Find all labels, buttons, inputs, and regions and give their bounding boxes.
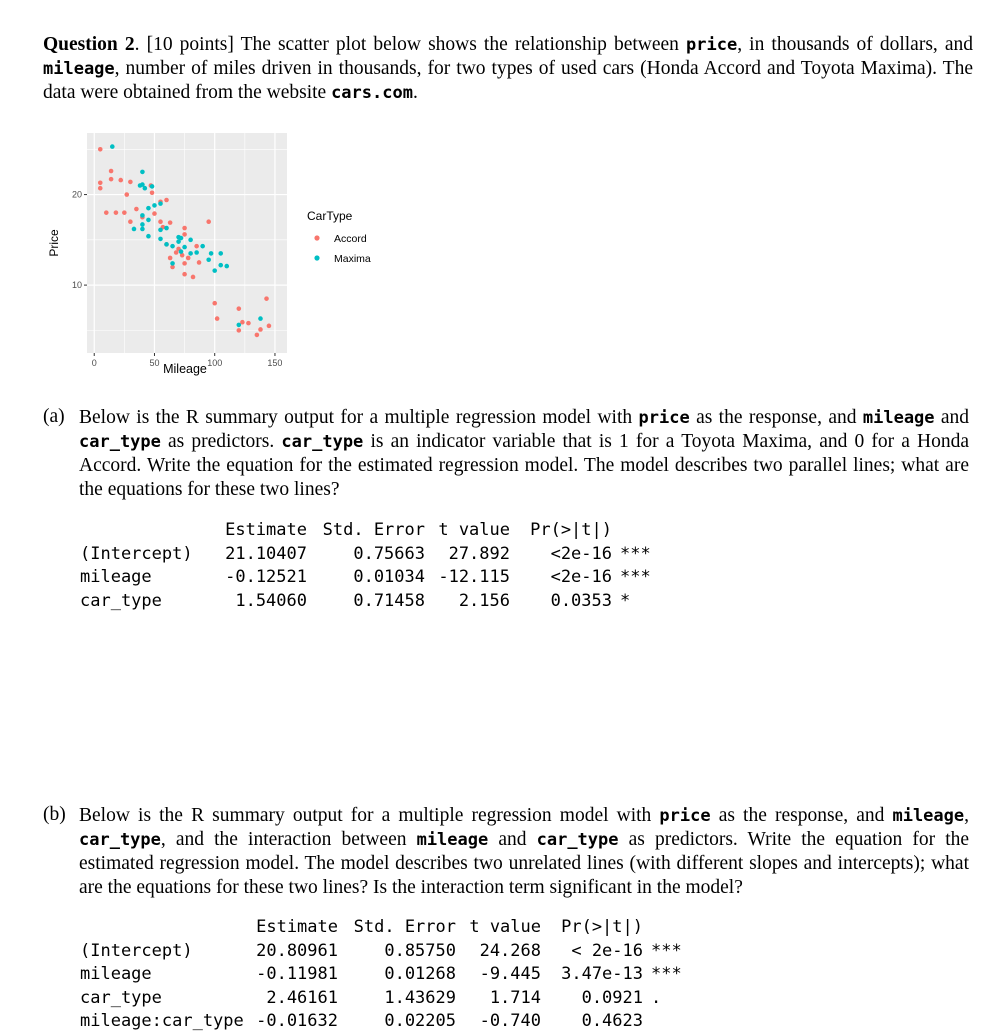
table-cell: 20.80961: [256, 940, 338, 961]
scatter-plot: [40, 125, 400, 380]
table-row: [80, 940, 691, 964]
table-cell: car_type: [80, 987, 162, 1008]
point-maxima: [146, 218, 151, 223]
x-tick-label: 0: [91, 358, 97, 368]
point-maxima: [179, 236, 184, 241]
table-cell: (Intercept): [80, 543, 193, 564]
intro-text-2: , in thousands of dollars, and: [737, 34, 974, 55]
plot-panel: [87, 133, 287, 353]
legend-maxima-marker: [314, 255, 319, 260]
table-cell: 0.85750: [384, 940, 456, 961]
table-row: [80, 566, 660, 590]
column-header: Estimate: [225, 520, 307, 540]
table-cell: < 2e-16: [571, 940, 643, 961]
point-accord: [194, 244, 199, 249]
point-accord: [182, 261, 187, 266]
table-cell: 0.01268: [384, 964, 456, 984]
point-accord: [246, 321, 251, 326]
point-maxima: [200, 244, 205, 249]
question-intro: Question 2. [10 points] The scatter plot below shows the relationship between price, in thousands of dollars, and mileage, number of miles driven in thousands, for two types of used cars (Honda Accord and Toyota Maxima). The data were obtained from the website cars.com.: [43, 34, 974, 103]
table-cell: -9.445: [479, 964, 541, 984]
regression-table-a: [80, 519, 660, 613]
x-tick-label: 50: [149, 358, 160, 368]
point-accord: [182, 232, 187, 237]
var-mileage: mileage: [43, 59, 115, 79]
point-accord: [186, 256, 191, 261]
point-accord: [98, 186, 103, 191]
legend-accord-label: Accord: [334, 233, 367, 245]
point-accord: [98, 180, 103, 185]
point-accord: [124, 192, 129, 197]
table-cell: 0.71458: [353, 590, 425, 611]
part-a-var-car-type: car_type: [79, 432, 161, 452]
point-maxima: [143, 186, 148, 191]
part-a-text: [79, 406, 969, 502]
point-maxima: [188, 251, 193, 256]
x-tick-label: 100: [207, 358, 223, 368]
point-maxima: [194, 250, 199, 255]
table-cell: mileage:car_type: [80, 1011, 244, 1031]
table-cell: 2.46161: [266, 987, 338, 1008]
point-accord: [122, 210, 127, 215]
part-b-var-car-type: car_type: [79, 830, 161, 850]
table-cell: ***: [620, 567, 651, 587]
column-header: Std. Error: [322, 520, 425, 540]
point-accord: [128, 219, 133, 224]
point-accord: [98, 147, 103, 152]
column-header: Pr(>|t|): [530, 520, 612, 540]
point-maxima: [237, 323, 242, 328]
part-a-var-car-type-2: car_type: [281, 432, 364, 452]
point-maxima: [146, 234, 151, 239]
part-a-label: (a): [43, 406, 65, 427]
x-axis-label: Mileage: [163, 362, 207, 376]
point-maxima: [218, 251, 223, 256]
point-maxima: [158, 228, 163, 233]
part-b-var-car-type-2: car_type: [536, 830, 619, 850]
point-accord: [237, 328, 242, 333]
point-accord: [212, 301, 217, 306]
table-row: [80, 963, 691, 987]
point-accord: [109, 169, 114, 174]
point-maxima: [140, 222, 145, 227]
part-b-label: (b): [43, 804, 66, 825]
point-maxima: [152, 203, 157, 208]
part-a-text-1: Below is the R summary output for a multiple regression model with: [79, 407, 633, 428]
table-cell: 0.0353: [550, 590, 612, 611]
table-cell: <2e-16: [550, 543, 612, 564]
part-b-text: [79, 804, 969, 900]
point-accord: [206, 219, 211, 224]
point-maxima: [150, 184, 155, 189]
table-cell: ***: [620, 543, 651, 564]
column-header: [643, 916, 691, 940]
point-maxima: [158, 237, 163, 242]
x-tick-label: 150: [267, 358, 283, 368]
legend-maxima-label: Maxima: [334, 253, 371, 265]
point-accord: [118, 178, 123, 183]
point-accord: [158, 219, 163, 224]
table-cell: <2e-16: [550, 567, 612, 587]
table-cell: 27.892: [448, 543, 510, 564]
point-maxima: [170, 261, 175, 266]
point-accord: [264, 296, 269, 301]
legend: [307, 209, 371, 265]
column-header: Pr(>|t|): [561, 917, 643, 937]
point-accord: [237, 306, 242, 311]
part-b-text-3: ,: [964, 805, 969, 826]
intro-end: .: [412, 82, 418, 103]
intro-text-1: The scatter plot below shows the relationship between: [240, 34, 679, 55]
column-header: t value: [469, 917, 541, 937]
table-cell: 3.47e-13: [561, 964, 643, 984]
point-maxima: [170, 244, 175, 249]
website-name: cars.com: [331, 83, 413, 103]
table-cell: 1.54060: [235, 590, 307, 611]
point-accord: [109, 177, 114, 182]
point-maxima: [206, 257, 211, 262]
point-maxima: [158, 201, 163, 206]
table-cell: mileage: [80, 964, 152, 984]
point-accord: [150, 190, 155, 195]
point-accord: [191, 275, 196, 280]
table-cell: ***: [651, 940, 682, 961]
point-maxima: [140, 170, 145, 175]
y-axis-label: Price: [47, 229, 61, 257]
column-header: Std. Error: [353, 917, 456, 937]
point-accord: [255, 333, 260, 338]
point-accord: [104, 210, 109, 215]
point-accord: [114, 210, 119, 215]
table-cell: 1.43629: [384, 987, 456, 1008]
table-cell: -0.12521: [225, 567, 307, 587]
table-cell: 21.10407: [225, 543, 307, 564]
y-tick-label: 20: [71, 189, 82, 200]
point-maxima: [188, 238, 193, 243]
table-header: [80, 916, 691, 940]
column-header: t value: [438, 520, 510, 540]
part-b-var-mileage: mileage: [892, 806, 965, 826]
question-title: Question 2: [43, 34, 135, 55]
point-accord: [128, 180, 133, 185]
table-row: [80, 590, 660, 614]
point-maxima: [164, 226, 169, 231]
part-b-text-5: and: [498, 829, 527, 850]
column-header: [612, 519, 660, 543]
regression-table-b: [80, 916, 691, 1034]
legend-title: CarType: [307, 209, 353, 223]
point-maxima: [179, 249, 184, 254]
point-maxima: [212, 268, 217, 273]
part-a-var-mileage: mileage: [862, 408, 935, 428]
table-cell: -0.740: [479, 1011, 541, 1031]
part-b-text-2: as the response, and: [718, 805, 885, 826]
point-accord: [168, 220, 173, 225]
part-b-var-price: price: [659, 806, 711, 826]
table-cell: 1.714: [489, 987, 541, 1008]
point-maxima: [132, 227, 137, 232]
table-row: [80, 987, 691, 1011]
point-maxima: [258, 316, 263, 321]
point-maxima: [140, 213, 145, 218]
point-accord: [168, 256, 173, 261]
point-maxima: [110, 144, 115, 149]
point-maxima: [224, 264, 229, 269]
part-a-text-3: and: [940, 407, 970, 428]
point-maxima: [138, 183, 143, 188]
point-accord: [182, 226, 187, 231]
column-header: [80, 519, 220, 543]
table-cell: car_type: [80, 590, 162, 611]
point-accord: [197, 260, 202, 265]
point-accord: [258, 327, 263, 332]
point-accord: [164, 198, 169, 203]
point-accord: [267, 324, 272, 329]
table-cell: -0.01632: [256, 1011, 338, 1031]
question-points: [10 points]: [146, 34, 234, 55]
intro-text-3: , number of miles driven in thousands, for two types of used cars (Honda Accord and Toyota Maxima). The data were obtained from the website: [43, 58, 973, 103]
table-cell: 0.01034: [353, 567, 425, 587]
table-cell: 24.268: [479, 940, 541, 961]
y-tick-label: 10: [71, 280, 82, 291]
column-header: Estimate: [256, 917, 338, 937]
column-header: [80, 916, 251, 940]
point-maxima: [218, 263, 223, 268]
table-cell: -12.115: [438, 567, 510, 587]
point-accord: [182, 272, 187, 277]
part-a-text-5: is an indicator variable that is 1 for a Toyota Maxima, and 0 for a Honda Accord. Write the equation for the estimated regression model. The model describes two parallel lines; what are the equations for these two lines?: [79, 431, 970, 500]
part-b-text-1: Below is the R summary output for a multiple regression model with: [79, 805, 652, 826]
part-b-text-6: as predictors. Write the equation for the estimated regression model. The model describes two unrelated lines (with different slopes and intercepts); what are the equations for these two lines? Is the interaction term significant in the model?: [79, 829, 970, 898]
var-price: price: [686, 35, 738, 55]
table-cell: ***: [651, 964, 682, 984]
part-b-var-mileage-2: mileage: [416, 830, 489, 850]
table-cell: [643, 1010, 691, 1034]
point-accord: [134, 207, 139, 212]
point-maxima: [146, 206, 151, 211]
table-cell: (Intercept): [80, 940, 193, 961]
table-cell: 0.02205: [384, 1011, 456, 1031]
table-row: [80, 543, 660, 567]
legend-accord-marker: [314, 235, 319, 240]
table-cell: -0.11981: [256, 964, 338, 984]
table-cell: *: [620, 590, 631, 611]
table-cell: 0.0921: [581, 987, 643, 1008]
part-a-text-2: as the response, and: [696, 407, 857, 428]
table-cell: 2.156: [458, 590, 510, 611]
point-accord: [152, 211, 157, 216]
table-header: [80, 519, 660, 543]
point-accord: [215, 316, 220, 321]
table-cell: mileage: [80, 567, 152, 587]
part-a-text-4: as predictors.: [168, 431, 275, 452]
table-cell: 0.4623: [581, 1011, 643, 1031]
point-maxima: [164, 242, 169, 247]
part-b-text-4: , and the interaction between: [160, 829, 407, 850]
point-maxima: [209, 251, 214, 256]
point-maxima: [182, 245, 187, 250]
table-row: [80, 1010, 691, 1034]
table-cell: .: [651, 987, 662, 1008]
part-a-var-price: price: [638, 408, 690, 428]
table-cell: 0.75663: [353, 543, 425, 564]
point-maxima: [140, 227, 145, 232]
